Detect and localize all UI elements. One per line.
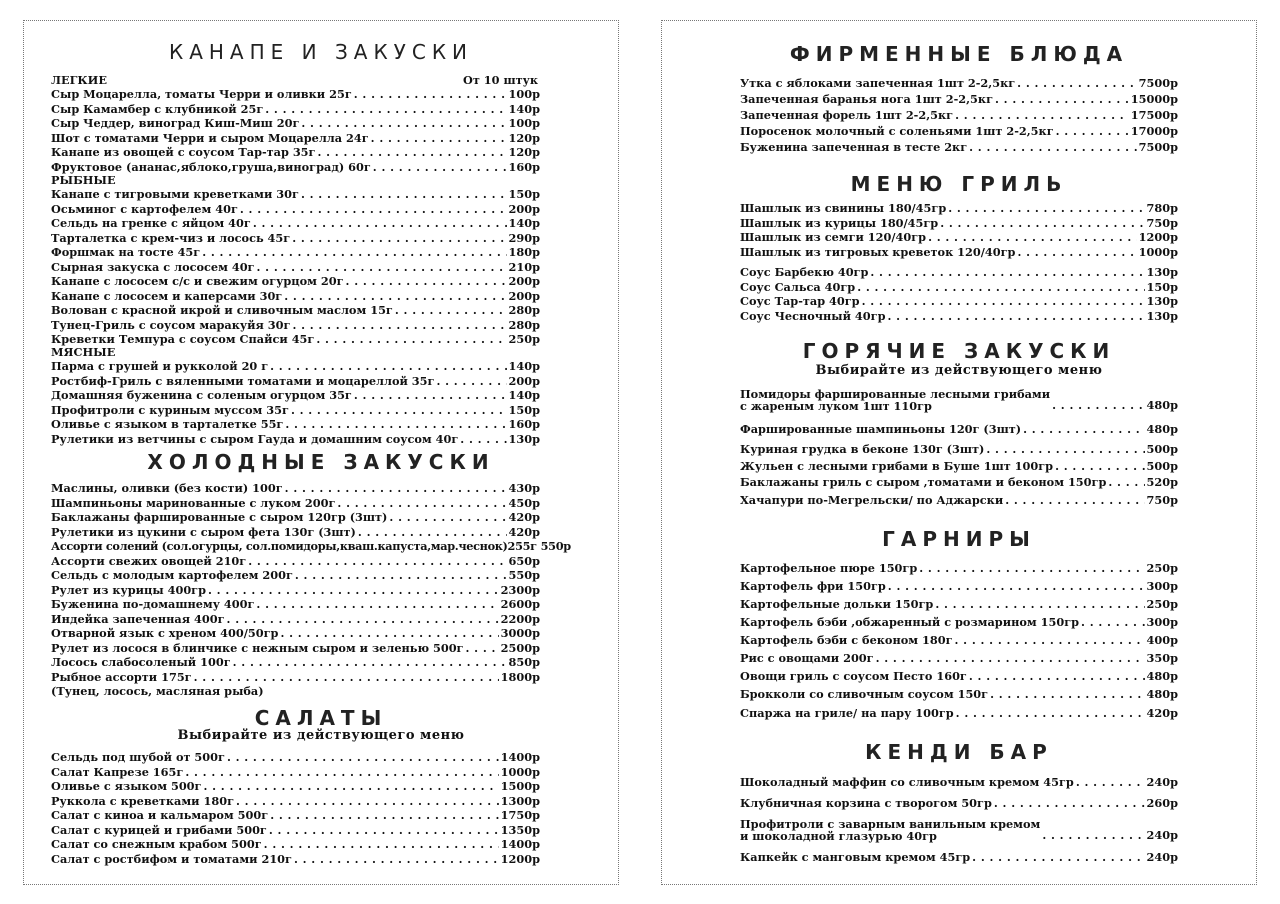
menu-item: Шот с томатами Черри и сыром Моцарелла 24г . . . 120р [51, 131, 540, 145]
menu-item: Жульен с лесными грибами в Буше 1шт 100гр . . . 500р [740, 459, 1178, 473]
section-title-salads: САЛАТЫ [254, 706, 388, 730]
menu-item: Салат с ростбифом и томатами 210г . . . 1200р [51, 852, 540, 866]
menu-item: Буженина запеченная в тесте 2кг . . . 7500р [740, 140, 1178, 154]
menu-item: Индейка запеченная 400г . . . 2200р [51, 612, 540, 626]
menu-item: Капкейк с манговым кремом 45гр . . . 240р [740, 850, 1178, 864]
menu-item: Сельдь с молодым картофелем 200г . . . 550р [51, 568, 540, 582]
menu-item: Куриная грудка в беконе 130г (3шт) . . . 500р [740, 442, 1178, 456]
menu-item: Картофельное пюре 150гр . . . 250р [740, 561, 1178, 575]
menu-item: Шампиньоны маринованные с луком 200г . . . 450р [51, 496, 540, 510]
category-fish: РЫБНЫЕ [51, 173, 116, 187]
menu-item: Канапе с тигровыми креветками 30г . . . 150р [51, 187, 540, 201]
menu-item: Волован с красной икрой и сливочным маслом 15г . . . 280р [51, 303, 540, 317]
menu-item: Сыр Чеддер, виноград Киш-Миш 20г . . . 100р [51, 116, 540, 130]
menu-item: Утка с яблоками запеченная 1шт 2-2,5кг . . . 7500р [740, 76, 1178, 90]
menu-item: Канапе с лососем и каперсами 30г . . . 200р [51, 289, 540, 303]
cold-note: (Тунец, лосось, масляная рыба) [51, 684, 264, 698]
menu-item: Баклажаны фаршированные с сыром 120гр (3шт) . . . 420р [51, 510, 540, 524]
menu-item: Запеченная форель 1шт 2-2,5кг . . . 17500р [740, 108, 1178, 122]
menu-item: Соус Сальса 40гр . . . 150р [740, 280, 1178, 294]
menu-item: Картофельные дольки 150гр . . . 250р [740, 597, 1178, 611]
menu-item: Фаршированные шампиньоны 120г (3шт) . . . 480р [740, 422, 1178, 436]
menu-page-right [661, 20, 1257, 885]
menu-item: Запеченная баранья нога 1шт 2-2,5кг . . . 15000р [740, 92, 1178, 106]
menu-item: Руккола с креветками 180г . . . 1300р [51, 794, 540, 808]
menu-item: Буженина по-домашнему 400г . . . 2600р [51, 597, 540, 611]
menu-item: Спаржа на гриле/ на пару 100гр . . . 420р [740, 706, 1178, 720]
menu-item: Сыр Камамбер с клубникой 25г . . . 140р [51, 102, 540, 116]
menu-item: Соус Барбекю 40гр . . . 130р [740, 265, 1178, 279]
menu-item: Ассорти свежих овощей 210г . . . 650р [51, 554, 540, 568]
menu-item: Ростбиф-Гриль с вяленными томатами и моцареллой 35г . . . 200р [51, 374, 540, 388]
menu-item: Канапе из овощей с соусом Тар-тар 35г . . . 120р [51, 145, 540, 159]
menu-item: Сыр Моцарелла, томаты Черри и оливки 25г . . . 100р [51, 87, 540, 101]
menu-item: Рыбное ассорти 175г . . . 1800р [51, 670, 540, 684]
menu-item: Креветки Темпура с соусом Спайси 45г . . . 250р [51, 332, 540, 346]
menu-item: Тунец-Гриль с соусом маракуйя 30г . . . 280р [51, 318, 540, 332]
menu-item: Профитроли с заварным ванильным кремом и шоколадной глазурью 40гр . . . 240р [740, 818, 1178, 842]
menu-item: Маслины, оливки (без кости) 100г . . . 430р [51, 481, 540, 495]
menu-item: Салат Капрезе 165г . . . 1000р [51, 765, 540, 779]
section-title-signature: ФИРМЕННЫЕ БЛЮДА [789, 42, 1129, 66]
batch-note: От 10 штук [463, 73, 538, 87]
menu-item: Сельдь под шубой от 500г . . . 1400р [51, 750, 540, 764]
menu-item: Картофель фри 150гр . . . 300р [740, 579, 1178, 593]
menu-item: Соус Тар-тар 40гр . . . 130р [740, 294, 1178, 308]
menu-item: Шашлык из свинины 180/45гр . . . 780р [740, 201, 1178, 215]
menu-item: Брокколи со сливочным соусом 150г . . . 480р [740, 687, 1178, 701]
menu-page-left [23, 20, 619, 885]
menu-item: Оливье с языком в тарталетке 55г . . . 160р [51, 417, 540, 431]
menu-item: Помидоры фаршированные лесными грибами с жареным луком 1шт 110гр . . . 480р [740, 388, 1178, 412]
menu-item: Домашняя буженина с соленым огурцом 35г . . . 140р [51, 388, 540, 402]
category-light: ЛЕГКИЕ [51, 73, 107, 87]
menu-item: Соус Чесночный 40гр . . . 130р [740, 309, 1178, 323]
menu-item: Отварной язык с хреном 400/50гр . . . 3000р [51, 626, 540, 640]
menu-item: Фруктовое (ананас,яблоко,груша,виноград) 60г . . . 160р [51, 160, 540, 174]
menu-item: Картофель бэби ,обжаренный с розмарином 150гр . . . 300р [740, 615, 1178, 629]
menu-item: Сырная закуска с лососем 40г . . . 210р [51, 260, 540, 274]
menu-item: Канапе с лососем с/с и свежим огурцом 20г . . . 200р [51, 274, 540, 288]
menu-item: Профитроли с куриным муссом 35г . . . 150р [51, 403, 540, 417]
section-title-candy: КЕНДИ БАР [865, 740, 1053, 764]
menu-item: Рулет из лосося в блинчике с нежным сыром и зеленью 500г . . . 2500р [51, 641, 540, 655]
menu-item: Хачапури по-Мегрельски/ по Аджарски . . . 750р [740, 493, 1178, 507]
menu-item: Ассорти солений (сол.огурцы, сол.помидоры,кваш.капуста,мар.чеснок)255г 550р [51, 539, 571, 553]
menu-item: Тарталетка с крем-чиз и лосось 45г . . . 290р [51, 231, 540, 245]
menu-item: Поросенок молочный с соленьями 1шт 2-2,5кг . . . 17000р [740, 124, 1178, 138]
menu-item: Форшмак на тосте 45г . . . 180р [51, 245, 540, 259]
menu-item: Рулет из курицы 400гр . . . 2300р [51, 583, 540, 597]
menu-item: Парма с грушей и рукколой 20 г . . . 140р [51, 359, 540, 373]
section-title-grill: МЕНЮ ГРИЛЬ [850, 172, 1068, 196]
menu-item: Картофель бэби с беконом 180г . . . 400р [740, 633, 1178, 647]
menu-item: Овощи гриль с соусом Песто 160г . . . 480р [740, 669, 1178, 683]
menu-item: Салат с курицей и грибами 500г . . . 1350р [51, 823, 540, 837]
menu-item: Рис с овощами 200г . . . 350р [740, 651, 1178, 665]
section-title-sides: ГАРНИРЫ [882, 527, 1036, 551]
menu-item: Сельдь на гренке с яйцом 40г . . . 140р [51, 216, 540, 230]
section-title-cold: ХОЛОДНЫЕ ЗАКУСКИ [147, 450, 495, 474]
section-subtitle-salads: Выбирайте из действующего меню [177, 728, 465, 743]
menu-item: Шашлык из тигровых креветок 120/40гр . . . 1000р [740, 245, 1178, 259]
menu-item: Салат с киноа и кальмаром 500г . . . 1750р [51, 808, 540, 822]
menu-item: Рулетики из цукини с сыром фета 130г (3шт) . . . 420р [51, 525, 540, 539]
menu-item: Лосось слабосоленый 100г . . . 850р [51, 655, 540, 669]
menu-item: Шашлык из курицы 180/45гр . . . 750р [740, 216, 1178, 230]
menu-item: Салат со снежным крабом 500г . . . 1400р [51, 837, 540, 851]
menu-item: Клубничная корзина с творогом 50гр . . . 260р [740, 796, 1178, 810]
category-meat: МЯСНЫЕ [51, 345, 116, 359]
section-title-hot: ГОРЯЧИЕ ЗАКУСКИ [802, 339, 1116, 363]
menu-item: Шашлык из семги 120/40гр . . . 1200р [740, 230, 1178, 244]
menu-item: Осьминог с картофелем 40г . . . 200р [51, 202, 540, 216]
menu-item: Шоколадный маффин со сливочным кремом 45гр . . . 240р [740, 775, 1178, 789]
section-title-kanape: КАНАПЕ И ЗАКУСКИ [169, 40, 473, 64]
section-subtitle-hot: Выбирайте из действующего меню [815, 363, 1103, 378]
menu-item: Рулетики из ветчины с сыром Гауда и домашним соусом 40г . . . 130р [51, 432, 540, 446]
menu-item: Оливье с языком 500г . . . 1500р [51, 779, 540, 793]
menu-item: Баклажаны гриль с сыром ,томатами и беконом 150гр . . . 520р [740, 475, 1178, 489]
